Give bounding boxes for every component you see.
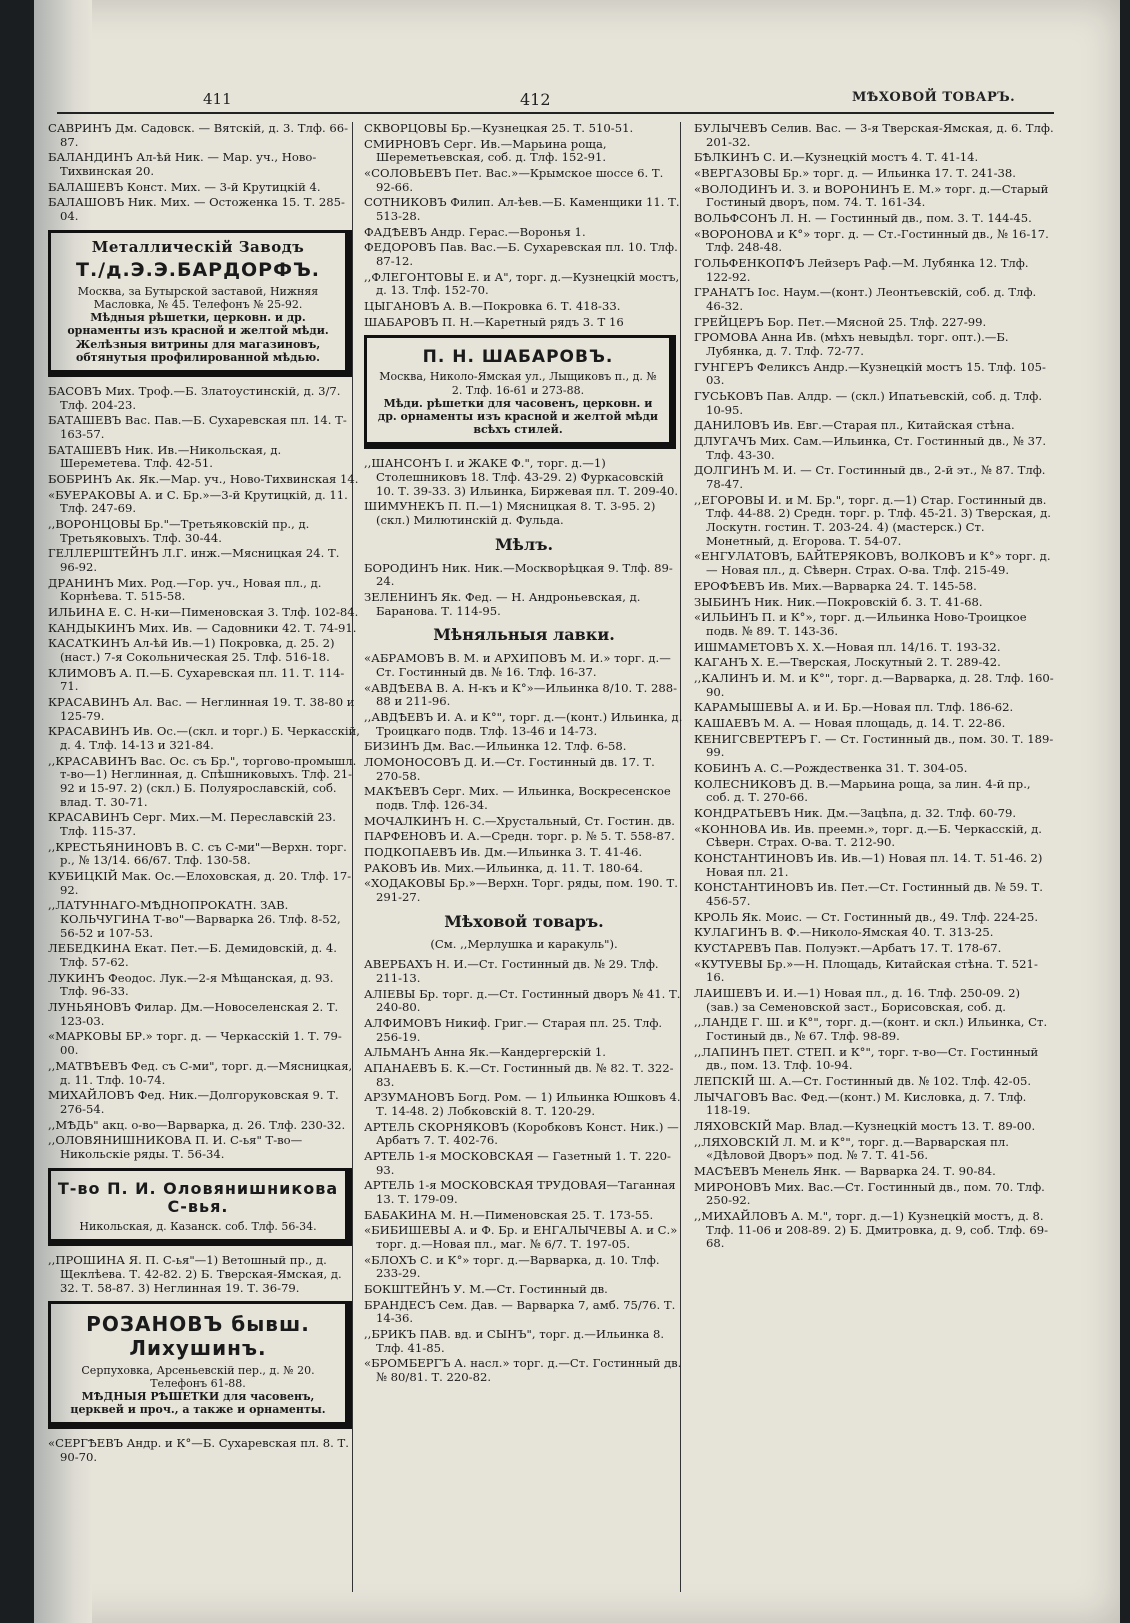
directory-entry: КУБИЦКІЙ Мак. Ос.—Елоховская, д. 20. Тлф. 17-92. [48,869,352,897]
directory-entry: СОТНИКОВЪ Филип. Ал-ѣев.—Б. Каменщики 11. Т. 513-28. [364,195,680,224]
header-rule [57,112,1054,114]
advertisement-bardorf [48,230,352,377]
directory-entry: КУСТАРЕВЪ Пав. Полуэкт.—Арбатъ 17. Т. 178-67. [694,940,1002,955]
column-1 [48,122,360,1602]
ad-address: Москва, Николо-Ямская ул., Лыщиковъ п., д. № 2. Тлф. 16-61 и 273-88. [379,370,657,397]
directory-entry: КАСАТКИНЪ Ал-ѣй Ив.—1) Покровка, д. 25. 2) (наст.) 7-я Сокольническая 25. Тлф. 516-18. [48,636,335,665]
directory-entry: ЛЫЧАГОВЪ Вас. Фед.—(конт.) М. Кисловка, д. 7. Тлф. 118-19. [694,1089,1027,1118]
directory-entry: ГРОМОВА Анна Ив. (мѣхъ невыдѣл. торг. опт.).—Б. Лубянка, д. 7. Тлф. 72-77. [694,330,1009,359]
directory-entry: ИЛЬИНА Е. С. Н-ки—Пименовская 3. Тлф. 102-84. [48,605,359,619]
directory-entry: «ИЛЬИНЪ П. и К°», торг. д.—Ильинка Ново-Троицкое подв. № 89. Т. 143-36. [694,610,1027,638]
directory-entry: МАКѢЕВЪ Серг. Мих. — Ильинка, Воскресенское подв. Тлф. 126-34. [364,784,671,812]
column-3 [688,122,1054,1602]
directory-entry: КАРАМЫШЕВЫ А. и И. Бр.—Новая пл. Тлф. 186-62. [694,700,1014,715]
directory-entry: КРАСАВИНЪ Ив. Ос.—(скл. и торг.) Б. Черкасскій, д. 4. Тлф. 14-13 и 321-84. [48,724,360,753]
directory-entry: ЛУНЬЯНОВЪ Филар. Дм.—Новоселенская 2. Т. 123-03. [48,1000,339,1028]
directory-entry: ПАРФЕНОВЪ И. А.—Средн. торг. р. № 5. Т. 558-87. [364,829,675,844]
directory-entry: ,,ЛЯХОВСКІЙ Л. М. и К°", торг. д.—Варварская пл. «Дѣловой Дворъ» под. № 7. Т. 41-56. [694,1134,1009,1163]
directory-entry: ЛЯХОВСКІЙ Мар. Влад.—Кузнецкій мостъ 13. Т. 89-00. [694,1119,1036,1134]
ad-title: Т./д.Э.Э.БАРДОРФЪ. [75,259,321,282]
ad-title: Т-во П. И. Оловянишникова С-вья. [57,1178,339,1217]
directory-entry: ГУНГЕРЪ Феликсъ Андр.—Кузнецкій мостъ 15. Тлф. 105-03. [694,359,1046,388]
directory-entry: ЗЫБИНЪ Ник. Ник.—Покровскій б. 3. Т. 41-68. [694,594,983,609]
directory-entry: АРТЕЛЬ СКОРНЯКОВЪ (Коробковъ Конст. Ник.) — Арбатъ 7. Т. 402-76. [364,1119,679,1148]
directory-entry: САВРИНЪ Дм. Садовск. — Вятскій, д. 3. Тлф. 66-87. [48,122,348,149]
directory-entry: КАШАЕВЪ М. А. — Новая площадь, д. 14. Т. 22-86. [694,715,1006,730]
directory-entry: ,,МИХАЙЛОВЪ А. М.", торг. д.—1) Кузнецкій мостъ, д. 8. Тлф. 11-06 и 208-89. 2) Б. Дмитровка, д. 9, соб. Тлф. 69-68. [694,1209,1049,1251]
directory-entry: ДЛУГАЧЪ Мих. Сам.—Ильинка, Ст. Гостинный дв., № 37. Тлф. 43-30. [694,434,1047,462]
directory-entry: «КУТУЕВЫ Бр.»—Н. Площадь, Китайская стѣна. Т. 521-16. [694,956,1038,985]
directory-entry: ,,МАТВѢЕВЪ Фед. съ С-ми", торг. д.—Мясницкая, д. 11. Тлф. 10-74. [48,1058,353,1087]
directory-entry: «ВОЛОДИНЪ И. З. и ВОРОНИНЪ Е. М.» торг. д.—Старый Гостиный дворъ, пом. 74. Т. 161-34. [694,181,1049,210]
directory-entry: «СЕРГѢЕВЪ Андр. и К°—Б. Сухаревская пл. 8. Т. 90-70. [48,1436,349,1465]
directory-entry: КЕНИГСВЕРТЕРЪ Г. — Ст. Гостинный дв., пом. 30. Т. 189-99. [694,731,1054,760]
directory-entry: КОНДРАТЬЕВЪ Ник. Дм.—Зацѣпа, д. 32. Тлф. 60-79. [694,805,1017,820]
directory-entry: «АВДѢЕВА В. А. Н-къ и К°»—Ильинка 8/10. Т. 288-88 и 211-96. [364,680,677,709]
directory-entry: ДАНИЛОВЪ Ив. Евг.—Старая пл., Китайская стѣна. [694,418,1015,433]
directory-entry: ШАБАРОВЪ П. Н.—Каретный рядъ 3. Т 16 [364,314,624,329]
advertisement-olovyanishnikov [48,1168,352,1247]
directory-entry: ЦЫГАНОВЪ А. В.—Покровка 6. Т. 418-33. [364,299,621,314]
directory-entry: ИШМАМЕТОВЪ Х. Х.—Новая пл. 14/16. Т. 193-32. [694,639,1001,654]
directory-entry: КРАСАВИНЪ Серг. Мих.—М. Переславскій 23. Тлф. 115-37. [48,810,336,839]
directory-entry: ,,ЛАПИНЪ ПЕТ. СТЕП. и К°", торг. т-во—Ст. Гостинный дв., пом. 13. Тлф. 10-94. [694,1044,1039,1073]
advertisement-shabarov [364,335,676,449]
directory-entry: ЛОМОНОСОВЪ Д. И.—Ст. Гостинный дв. 17. Т. 270-58. [364,754,655,783]
ad-address: Москва, за Бутырской заставой, Нижняя Масловка, № 45. Телефонъ № 25-92. [77,284,319,311]
directory-entry: БРАНДЕСЪ Сем. Дав. — Варварка 7, амб. 75/76. Т. 14-36. [364,1297,676,1326]
directory-entry: «АБРАМОВЪ В. М. и АРХИПОВЪ М. И.» торг. д.—Ст. Гостинный дв. № 16. Тлф. 16-37. [364,651,671,679]
directory-entry: КРАСАВИНЪ Ал. Вас. — Неглинная 19. Т. 38-80 и 125-79. [48,695,355,723]
directory-entry: КАГАНЪ Х. Е.—Тверская, Лоскутный 2. Т. 289-42. [694,655,1001,670]
directory-entry: «КОННОВА Ив. Ив. преемн.», торг. д.—Б. Черкасскій, д. Сѣверн. Страх. О-ва. Т. 212-90. [694,821,1042,850]
directory-entry: ,,ФЛЕГОНТОВЫ Е. и А", торг. д.—Кузнецкій мостъ, д. 13. Тлф. 152-70. [364,269,680,298]
directory-entry: «БЛОХЪ С. и К°» торг. д.—Варварка, д. 10. Тлф. 233-29. [364,1252,660,1281]
directory-entry: «МАРКОВЫ БР.» торг. д. — Черкасскій 1. Т. 79-00. [48,1029,342,1058]
directory-entry: МИХАЙЛОВЪ Фед. Ник.—Долгоруковская 9. Т. 276-54. [48,1088,339,1116]
directory-entry: ,,БРИКЪ ПАВ. вд. и СЫНЪ", торг. д.—Ильинка 8. Тлф. 41-85. [364,1326,665,1355]
section-cross-reference: (См. ,,Мерлушка и каракуль"). [430,937,618,952]
directory-entry: БАТАШЕВЪ Вас. Пав.—Б. Сухаревская пл. 14. Т- 163-57. [48,413,347,441]
directory-entry: «ВЕРГАЗОВЫ Бр.» торг. д. — Ильинка 17. Т. 241-38. [694,166,1016,181]
ad-description: Мѣдныя рѣшетки, церковн. и др. орнаменты изъ красной и желтой мѣди. Желѣзныя витрины для магазиновъ, обтянутыя профилированной мѣдью. [67,311,329,364]
column-2 [352,122,684,1602]
directory-entry: АЛФИМОВЪ Никиф. Григ.— Старая пл. 25. Тлф. 256-19. [364,1015,663,1044]
directory-entry: ЛАИШЕВЪ И. И.—1) Новая пл., д. 16. Тлф. 250-09. 2) (зав.) за Семеновской заст., Борисовская, соб. д. [694,985,1021,1014]
directory-entry: БОРОДИНЪ Ник. Ник.—Москворѣцкая 9. Тлф. 89-24. [364,560,673,589]
section-heading: Мѣлъ. [494,534,554,554]
directory-entry: «ЕНГУЛАТОВЪ, БАЙТЕРЯКОВЪ, ВОЛКОВЪ и К°» торг. д. — Новая пл., д. Сѣверн. Страх. О-ва. Тлф. 215-49. [694,549,1051,578]
directory-entry: ГРЕЙЦЕРЪ Бор. Пет.—Мясной 25. Тлф. 227-99. [694,314,987,329]
section-heading: Мѣняльныя лавки. [433,625,615,645]
directory-entry: «БРОМБЕРГЪ А. насл.» торг. д.—Ст. Гостинный дв. № 80/81. Т. 220-82. [364,1356,682,1384]
directory-entry: «БУЕРАКОВЫ А. и С. Бр.»—3-й Крутицкій, д. 11. Тлф. 247-69. [48,487,348,516]
directory-entry: ,,КРАСАВИНЪ Вас. Ос. съ Бр.", торгово-промышл. т-во—1) Неглинная, д. Спѣшниковыхъ. Тлф. 21-92 и 15-97. 2) (скл.) Б. Полуярославскій, соб. влад. Т. 30-71. [48,753,357,809]
directory-entry: БУЛЫЧЕВЪ Селив. Вас. — 3-я Тверская-Ямская, д. 6. Тлф. 201-32. [694,122,1054,149]
directory-entry: «ВОРОНОВА и К°» торг. д. — Ст.-Гостинный дв., № 16-17. Тлф. 248-48. [694,226,1049,255]
directory-entry: КОНСТАНТИНОВЪ Ив. Пет.—Ст. Гостинный дв. № 59. Т. 456-57. [694,880,1043,908]
ad-address: Никольская, д. Казанск. соб. Тлф. 56-34. [79,1220,317,1234]
section-heading: Мѣховой товаръ. [444,911,604,931]
directory-entry: КОЛЕСНИКОВЪ Д. В.—Марьина роща, за лин. 4-й пр., соб. д. Т. 270-66. [694,776,1031,805]
directory-entry: ,,КАЛИНЪ И. М. и К°", торг. д.—Варварка, д. 28. Тлф. 160-90. [694,670,1054,699]
directory-entry: КАНДЫКИНЪ Мих. Ив. — Садовники 42. Т. 74-91. [48,620,357,635]
directory-entry: ФАДѢЕВЪ Андр. Герас.—Воронья 1. [364,224,586,239]
directory-entry: ЛУКИНЪ Феодос. Лук.—2-я Мѣщанская, д. 93. Тлф. 96-33. [48,970,334,999]
directory-entry: ГЕЛЛЕРШТЕЙНЪ Л.Г. инж.—Мясницкая 24. Т. 96-92. [48,546,340,574]
directory-entry: ВОЛЬФСОНЪ Л. Н. — Гостинный дв., пом. 3. Т. 144-45. [694,211,1032,226]
directory-entry: ГОЛЬФЕНКОПФЪ Лейзеръ Раф.—М. Лубянка 12. Тлф. 122-92. [694,256,1029,284]
directory-entry: ,,ЛАНДЕ Г. Ш. и К°", торг. д.—(конт. и скл.) Ильинка, Ст. Гостиный дв., № 67. Тлф. 98-89. [694,1015,1048,1043]
advertisement-rozanov [48,1301,352,1429]
directory-entry: АПАНАЕВЪ Б. К.—Ст. Гостинный дв. № 82. Т. 322-83. [364,1060,674,1089]
directory-entry: ,,ШАНСОНЪ I. и ЖАКЕ Ф.", торг. д.—1) Столешниковъ 18. Тлф. 43-29. 2) Фуркасовскій 10. Т. 39-33. 3) Ильинка, Биржевая пл. Т. 209-40. [364,456,679,498]
directory-entry: ЛЕБЕДКИНА Екат. Пет.—Б. Демидовскій, д. 4. Тлф. 57-62. [48,941,337,970]
directory-entry: БАЛАШОВЪ Ник. Мих. — Остоженка 15. Т. 285-04. [48,195,345,224]
directory-entry: ,,ОЛОВЯНИШНИКОВА П. И. С-ья" Т-во—Никольскіе ряды. Т. 56-34. [48,1133,303,1161]
section-running-title: МѢХОВОЙ ТОВАРЪ. [852,90,1016,105]
directory-entry: АРТЕЛЬ 1-я МОСКОВСКАЯ — Газетный 1. Т. 220-93. [364,1148,671,1177]
directory-entry: БАСОВЪ Мих. Троф.—Б. Златоустинскій, д. 3/7. Тлф. 204-23. [48,383,341,412]
ad-address: Серпуховка, Арсеньевскій пер., д. № 20. Телефонъ 61-88. [81,1363,315,1390]
directory-entry: МИРОНОВЪ Мих. Вас.—Ст. Гостинный дв., пом. 70. Тлф. 250-92. [694,1179,1045,1208]
ad-description: Мѣди. рѣшетки для часовенъ, церковн. и др. орнаменты изъ красной и желтой мѣди всѣхъ стилей. [377,396,659,437]
directory-entry: СМИРНОВЪ Серг. Ив.—Марьина роща, Шереметьевская, соб. д. Тлф. 152-91. [364,136,607,165]
directory-entry: АЛІЕВЫ Бр. торг. д.—Ст. Гостинный дворъ № 41. Т. 240-80. [364,986,681,1015]
directory-entry: МАСѢЕВЪ Менель Янк. — Варварка 24. Т. 90-84. [694,1164,996,1179]
directory-entry: ФЕДОРОВЪ Пав. Вас.—Б. Сухаревская пл. 10. Тлф. 87-12. [364,240,678,269]
directory-entry: ,,ЕГОРОВЫ И. и М. Бр.", торг. д.—1) Стар. Гостинный дв. Тлф. 44-88. 2) Средн. торг. р. Тлф. 45-21. 3) Тверская, д. Лоскутн. гостин. Т. 203-24. 4) (мастерск.) Ст. Монетный, д. Егорова. Т. 54-07. [694,492,1051,548]
directory-entry: БАЛАНДИНЪ Ал-ѣй Ник. — Мар. уч., Ново-Тихвинская 20. [48,150,317,179]
directory-entry: ШИМУНЕКЪ П. П.—1) Мясницкая 8. Т. 3-95. 2) (скл.) Милютинскій д. Фульда. [364,499,656,528]
ad-description: МѢДНЫЯ РѢШЕТКИ для часовенъ, церквей и проч., а также и орнаменты. [70,1390,326,1417]
directory-entry: ,,ЛАТУННАГО-МѢДНОПРОКАТН. ЗАВ. КОЛЬЧУГИНА Т-во"—Варварка 26. Тлф. 8-52, 56-52 и 107-53. [48,898,341,940]
directory-entry: АРТЕЛЬ 1-я МОСКОВСКАЯ ТРУДОВАЯ—Таганная 13. Т. 179-09. [364,1178,676,1206]
directory-entry: ЛЕПСКІЙ Ш. А.—Ст. Гостинный дв. № 102. Тлф. 42-05. [694,1074,1032,1088]
directory-entry: РАКОВЪ Ив. Мих.—Ильинка, д. 11. Т. 180-64. [364,860,643,875]
directory-entry: АЛЬМАНЪ Анна Як.—Кандергерскій 1. [364,1045,606,1060]
directory-entry: СКВОРЦОВЫ Бр.—Кузнецкая 25. Т. 510-51. [364,122,634,135]
directory-entry: БАБАКИНА М. Н.—Пименовская 25. Т. 173-55. [364,1207,654,1222]
directory-entry: ,,ПРОШИНА Я. П. С-ья"—1) Ветошный пр., д. Щеклѣева. Т. 42-82. 2) Б. Тверская-Ямская, д. 32. Т. 58-87. 3) Неглинная 19. Т. 36-79. [48,1253,342,1295]
directory-entry: АВЕРБАХЪ Н. И.—Ст. Гостинный дв. № 29. Тлф. 211-13. [364,957,659,985]
directory-entry: БАЛАШЕВЪ Конст. Мих. — 3-й Крутицкій 4. [48,179,321,194]
ad-title: РОЗАНОВЪ бывш. Лихушинъ. [86,1312,310,1361]
directory-entry: ,,ВОРОНЦОВЫ Бр."—Третьяковскій пр., д. Третьяковыхъ. Тлф. 30-44. [48,516,310,545]
directory-entry: ГУСЬКОВЪ Пав. Алдр. — (скл.) Ипатьевскій, соб. д. Тлф. 10-95. [694,389,1043,417]
directory-entry: «ХОДАКОВЫ Бр.»—Верхн. Торг. ряды, пом. 190. Т. 291-27. [364,876,678,904]
page-number-left: 411 [203,90,232,108]
directory-entry: БАТАШЕВЪ Ник. Ив.—Никольская, д. Шереметева. Тлф. 42-51. [48,442,282,471]
directory-entry: ,,АВДѢЕВЪ И. А. и К°", торг. д.—(конт.) Ильинка, д. Троицкаго подв. Тлф. 13-46 и 14-73. [364,709,683,738]
directory-entry: АРЗУМАНОВЪ Богд. Ром. — 1) Ильинка Юшковъ 4. Т. 14-48. 2) Лобковскій 8. Т. 120-29. [364,1090,681,1118]
page-number-center: 412 [520,90,551,109]
directory-entry: «СОЛОВЬЕВЪ Пет. Вас.»—Крымское шоссе 6. Т. 92-66. [364,166,664,194]
directory-entry: ,,КРЕСТЬЯНИНОВЪ В. С. съ С-ми"—Верхн. торг. р., № 13/14. 66/67. Тлф. 130-58. [48,839,347,868]
directory-entry: ГРАНАТЪ Іос. Наум.—(конт.) Леонтьевскій, соб. д. Тлф. 46-32. [694,285,1037,314]
directory-entry: ПОДКОПАЕВЪ Ив. Дм.—Ильинка 3. Т. 41-46. [364,844,643,859]
directory-entry: ДРАНИНЪ Мих. Род.—Гор. уч., Новая пл., д. Корнѣева. Т. 515-58. [48,575,322,604]
directory-entry: КРОЛЬ Як. Моис. — Ст. Гостинный дв., 49. Тлф. 224-25. [694,909,1039,924]
directory-entry: КОБИНЪ А. С.—Рождественка 31. Т. 304-05. [694,760,968,775]
directory-entry: ЕРОФѢЕВЪ Ив. Мих.—Варварка 24. Т. 145-58. [694,578,977,593]
directory-entry: ,,МѢДЬ" акц. о-во—Варварка, д. 26. Тлф. 230-32. [48,1117,346,1132]
directory-entry: КУЛАГИНЪ В. Ф.—Николо-Ямская 40. Т. 313-25. [694,925,994,940]
directory-entry: КЛИМОВЪ А. П.—Б. Сухаревская пл. 11. Т. 114-71. [48,665,345,694]
directory-entry: БИЗИНЪ Дм. Вас.—Ильинка 12. Тлф. 6-58. [364,739,627,754]
directory-entry: «БИБИШЕВЫ А. и Ф. Бр. и ЕНГАЛЫЧЕВЫ А. и С.» торг. д.—Новая пл., маг. № 6/7. Т. 197-05. [364,1223,678,1251]
directory-entry: КОНСТАНТИНОВЪ Ив. Ив.—1) Новая пл. 14. Т. 51-46. 2) Новая пл. 21. [694,850,1043,879]
directory-entry: ЗЕЛЕНИНЪ Як. Фед. — Н. Андроньевская, д. Баранова. Т. 114-95. [364,589,641,618]
directory-entry: БОБРИНЪ Ак. Як.—Мар. уч., Ново-Тихвинская 14. [48,471,359,486]
ad-title: П. Н. ШАБАРОВЪ. [422,347,614,368]
ad-heading: Металлическій Заводъ [91,237,305,256]
directory-entry: БОКШТЕЙНЪ У. М.—Ст. Гостинный дв. [364,1281,608,1296]
directory-entry: БѢЛКИНЪ С. И.—Кузнецкій мостъ 4. Т. 41-14. [694,150,979,165]
directory-entry: МОЧАЛКИНЪ Н. С.—Хрустальный, Ст. Гостин. дв. [364,813,675,828]
directory-entry: ДОЛГИНЪ М. И. — Ст. Гостинный дв., 2-й эт., № 87. Тлф. 78-47. [694,463,1046,492]
